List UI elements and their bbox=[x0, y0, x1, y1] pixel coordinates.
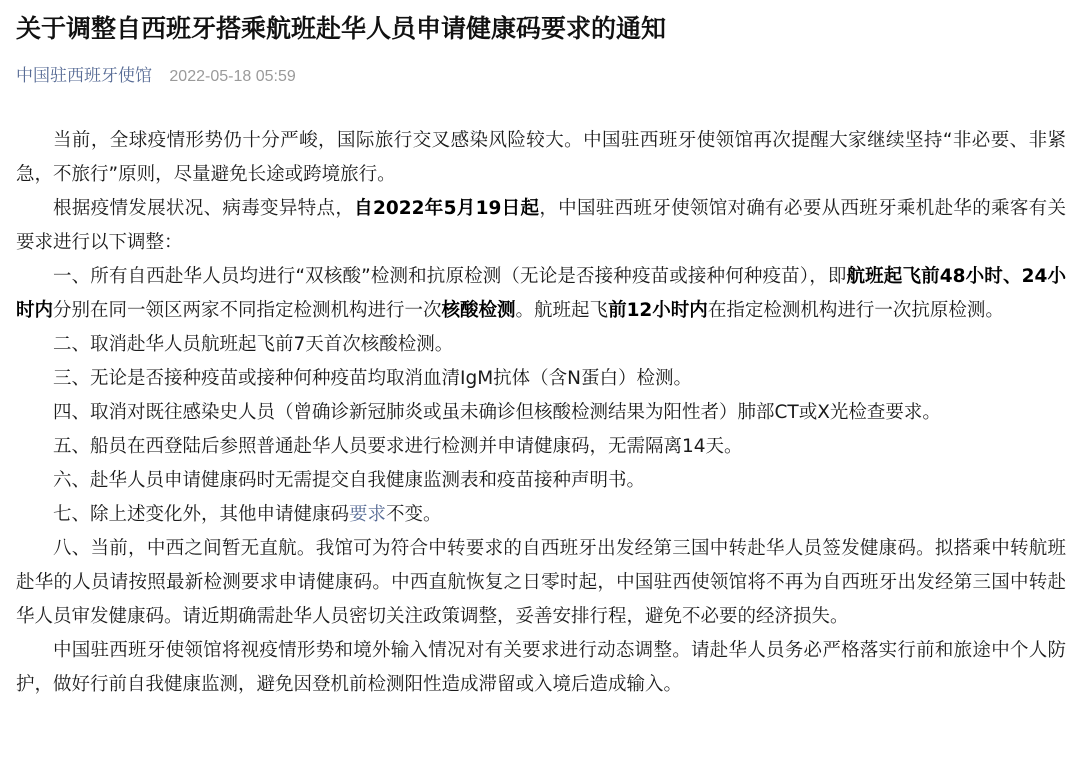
effective-date: 自2022年5月19日起 bbox=[354, 198, 540, 219]
paragraph-item-4: 四、取消对既往感染史人员（曾确诊新冠肺炎或虽未确诊但核酸检测结果为阳性者）肺部CT或X光检查要求。 bbox=[53, 402, 941, 423]
paragraph-item-3: 三、无论是否接种疫苗或接种何种疫苗均取消血清IgM抗体（含N蛋白）检测。 bbox=[53, 368, 693, 389]
article-body bbox=[16, 124, 1066, 702]
item-1-text-d: 在指定检测机构进行一次抗原检测。 bbox=[707, 300, 1004, 321]
paragraph-2-text: 根据疫情发展状况、病毒变异特点， bbox=[53, 198, 355, 219]
article-meta bbox=[16, 64, 296, 89]
item-7-text-b: 不变。 bbox=[386, 504, 442, 525]
publish-time: 2022-05-18 05:59 bbox=[169, 68, 296, 85]
paragraph-2 bbox=[16, 192, 1066, 260]
paragraph-item-6: 六、赴华人员申请健康码时无需提交自我健康监测表和疫苗接种声明书。 bbox=[53, 470, 646, 491]
article-title: 关于调整自西班牙搭乘航班赴华人员申请健康码要求的通知 bbox=[16, 14, 667, 43]
paragraph-item-8: 八、当前，中西之间暂无直航。我馆可为符合中转要求的自西班牙出发经第三国中转赴华人员签发健康码。拟搭乘中转航班赴华的人员请按照最新检测要求申请健康码。中西直航恢复之日零时起，中国驻西使领馆将不再为自西班牙出发经第三国中转赴华人员审发健康码。请近期确需赴华人员密切关注政策调整，妥善安排行程，避免不必要的经济损失。 bbox=[16, 538, 1066, 627]
item-1-text-c: 。航班起飞 bbox=[515, 300, 609, 321]
item-1-text-b: 分别在同一领区两家不同指定检测机构进行一次 bbox=[53, 300, 442, 321]
paragraph-closing: 中国驻西班牙使领馆将视疫情形势和境外输入情况对有关要求进行动态调整。请赴华人员务必严格落实行前和旅途中个人防护，做好行前自我健康监测，避免因登机前检测阳性造成滞留或入境后造成输入。 bbox=[16, 640, 1066, 695]
item-1-bold-a: 航班起飞前48小时、24小时内 bbox=[16, 266, 1066, 321]
account-name-link[interactable]: 中国驻西班牙使馆 bbox=[16, 66, 152, 86]
paragraph-item-7 bbox=[16, 498, 1066, 532]
item-7-text-a: 七、除上述变化外，其他申请健康码 bbox=[53, 504, 350, 525]
item-1-bold-b: 核酸检测 bbox=[441, 300, 516, 321]
paragraph-item-5: 五、船员在西登陆后参照普通赴华人员要求进行检测并申请健康码，无需隔离14天。 bbox=[53, 436, 743, 457]
paragraph-2-text-2: ，中国驻西班牙使领馆对确有必要从西班牙乘机赴华的乘客有关要求进行以下调整： bbox=[16, 198, 1066, 253]
paragraph-1: 当前，全球疫情形势仍十分严峻，国际旅行交叉感染风险较大。中国驻西班牙使领馆再次提醒大家继续坚持“非必要、非紧急，不旅行”原则，尽量避免长途或跨境旅行。 bbox=[16, 130, 1066, 185]
paragraph-item-2: 二、取消赴华人员航班起飞前7天首次核酸检测。 bbox=[53, 334, 454, 355]
requirements-link[interactable]: 要求 bbox=[349, 504, 387, 525]
item-1-bold-c: 前12小时内 bbox=[608, 300, 708, 321]
paragraph-item-1 bbox=[16, 260, 1066, 328]
item-1-text-a: 一、所有自西赴华人员均进行“双核酸”检测和抗原检测（无论是否接种疫苗或接种何种疫苗），即 bbox=[53, 266, 847, 287]
